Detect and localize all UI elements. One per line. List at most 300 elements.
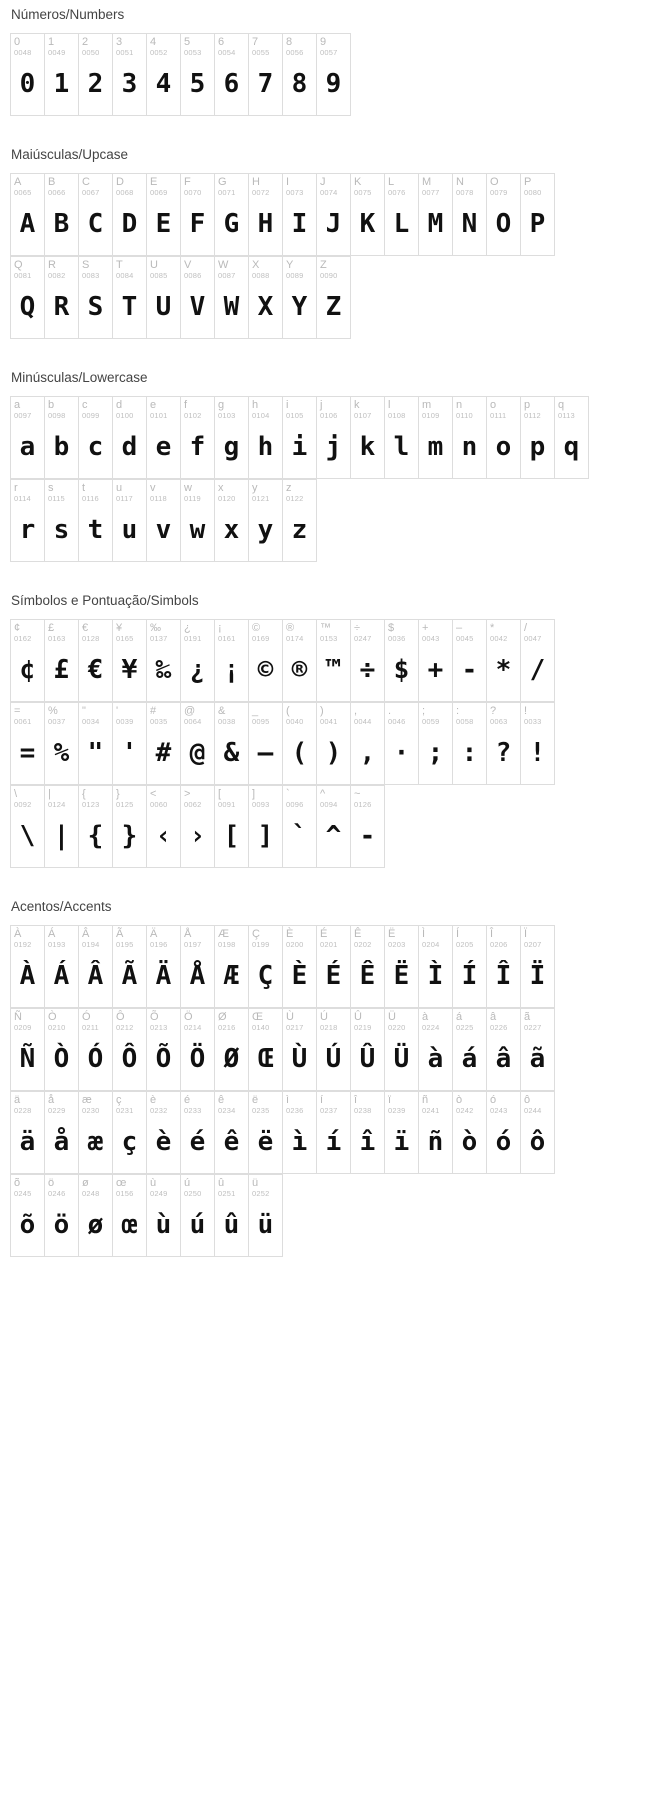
glyph-meta [351,174,384,199]
glyph-char-label: x [218,482,224,494]
glyph-cell[interactable] [249,620,283,702]
glyph-meta [45,620,78,645]
glyph-cell[interactable] [521,703,555,785]
glyph-cell[interactable] [521,620,555,702]
glyph-preview: Í [461,961,478,991]
glyph-cell[interactable] [419,1092,453,1174]
glyph-code-label: 0140 [252,1023,270,1032]
glyph-cell[interactable] [11,1092,45,1174]
glyph-code-label: 0199 [252,940,270,949]
glyph-code-label: 0243 [490,1106,508,1115]
glyph-cell[interactable] [113,1175,147,1257]
glyph-cell[interactable] [249,257,283,339]
glyph-cell[interactable] [283,786,317,868]
glyph-cell[interactable] [147,1092,181,1174]
glyph-cell[interactable] [317,703,351,785]
glyph-cell[interactable] [283,34,317,116]
glyph-preview: d [121,432,138,462]
glyph-meta [113,786,146,811]
glyph-preview: b [53,432,70,462]
glyph-cell[interactable] [215,34,249,116]
glyph-code-label: 0089 [286,271,304,280]
glyph-char-label: 2 [82,36,89,48]
glyph-cell[interactable] [113,786,147,868]
glyph-cell[interactable] [283,620,317,702]
glyph-cell[interactable] [385,926,419,1008]
glyph-preview: ! [529,738,546,768]
glyph-code-label: 0056 [286,48,304,57]
glyph-preview: › [189,821,206,851]
glyph-cell[interactable] [351,926,385,1008]
glyph-cell[interactable] [385,1092,419,1174]
glyph-cell[interactable] [351,1092,385,1174]
glyph-cell[interactable] [147,480,181,562]
glyph-meta [521,703,554,728]
glyph-cell[interactable] [351,1009,385,1091]
glyph-cell[interactable] [283,1009,317,1091]
glyph-char-label: ' [116,705,119,717]
glyph-char-label: D [116,176,124,188]
glyph-cell[interactable] [113,1009,147,1091]
glyph-cell[interactable] [419,703,453,785]
glyph-cell[interactable] [385,397,419,479]
glyph-char-label: Ï [524,928,528,940]
glyph-cell[interactable] [45,1009,79,1091]
glyph-meta [181,34,214,59]
glyph-meta [147,397,180,422]
glyph-cell[interactable] [215,703,249,785]
glyph-cell[interactable] [11,1009,45,1091]
glyph-preview: q [563,432,580,462]
glyph-cell[interactable] [11,257,45,339]
glyph-cell[interactable] [215,397,249,479]
glyph-char-label: è [150,1094,157,1106]
glyph-cell[interactable] [249,480,283,562]
glyph-cell[interactable] [45,397,79,479]
glyph-char-label: { [82,788,86,800]
glyph-cell[interactable] [45,620,79,702]
glyph-meta [249,397,282,422]
glyph-cell[interactable] [11,1175,45,1257]
glyph-cell[interactable] [11,480,45,562]
glyph-code-label: 0095 [252,717,270,726]
glyph-char-label: $ [388,622,395,634]
glyph-code-label: 0113 [558,411,575,420]
glyph-cell[interactable] [249,34,283,116]
glyph-char-label: z [286,482,292,494]
section-lowercase [0,339,661,562]
glyph-cell[interactable] [113,174,147,256]
glyph-cell[interactable] [317,1009,351,1091]
glyph-cell[interactable] [113,397,147,479]
glyph-cell[interactable] [419,1009,453,1091]
glyph-char-label: Ã [116,928,124,940]
glyph-cell[interactable] [79,1009,113,1091]
glyph-preview: [ [223,821,240,851]
glyph-meta [487,397,520,422]
glyph-code-label: 0249 [150,1189,168,1198]
glyph-code-label: 0244 [524,1106,542,1115]
glyph-cell[interactable] [317,174,351,256]
glyph-meta [249,926,282,951]
glyph-cell[interactable] [79,1092,113,1174]
glyph-code-label: 0050 [82,48,100,57]
glyph-cell[interactable] [283,1092,317,1174]
glyph-char-label: ™ [320,622,331,634]
glyph-meta [521,1009,554,1034]
glyph-grid-upcase-row-1 [10,256,351,339]
glyph-cell[interactable] [113,620,147,702]
glyph-cell[interactable] [181,1175,215,1257]
glyph-code-label: 0081 [14,271,32,280]
glyph-meta [79,397,112,422]
glyph-preview: 9 [325,69,342,99]
glyph-meta [113,397,146,422]
glyph-char-label: 7 [252,36,259,48]
glyph-cell[interactable] [45,1092,79,1174]
glyph-cell[interactable] [453,174,487,256]
glyph-cell[interactable] [487,397,521,479]
glyph-char-label: h [252,399,259,411]
glyph-cell[interactable] [113,703,147,785]
glyph-cell[interactable] [11,34,45,116]
glyph-cell[interactable] [249,703,283,785]
glyph-cell[interactable] [147,1009,181,1091]
glyph-cell[interactable] [487,926,521,1008]
glyph-cell[interactable] [487,1092,521,1174]
glyph-cell[interactable] [147,1175,181,1257]
glyph-cell[interactable] [181,480,215,562]
glyph-meta [113,620,146,645]
glyph-code-label: 0214 [184,1023,202,1032]
glyph-cell[interactable] [11,620,45,702]
glyph-cell[interactable] [317,620,351,702]
glyph-cell[interactable] [113,480,147,562]
glyph-cell[interactable] [181,397,215,479]
glyph-cell[interactable] [317,926,351,1008]
glyph-cell[interactable] [317,397,351,479]
glyph-cell[interactable] [385,703,419,785]
glyph-cell[interactable] [147,257,181,339]
glyph-meta [419,620,452,645]
glyph-preview: ú [189,1210,206,1240]
glyph-cell[interactable] [385,174,419,256]
glyph-cell[interactable] [351,703,385,785]
glyph-cell[interactable] [419,174,453,256]
glyph-cell[interactable] [215,257,249,339]
glyph-cell[interactable] [419,397,453,479]
glyph-char-label: , [354,705,358,717]
glyph-cell[interactable] [487,1009,521,1091]
glyph-cell[interactable] [79,174,113,256]
glyph-preview: s [53,515,70,545]
glyph-cell[interactable] [453,620,487,702]
glyph-meta [11,174,44,199]
glyph-code-label: 0071 [218,188,236,197]
glyph-preview: x [223,515,240,545]
glyph-cell[interactable] [453,703,487,785]
glyph-cell[interactable] [45,926,79,1008]
glyph-meta [487,1009,520,1034]
glyph-code-label: 0101 [150,411,168,420]
glyph-meta [147,703,180,728]
glyph-char-label: ‰ [150,622,161,634]
glyph-cell[interactable] [453,397,487,479]
glyph-char-label: l [388,399,391,411]
glyph-meta [317,174,350,199]
glyph-cell[interactable] [249,174,283,256]
glyph-cell[interactable] [11,703,45,785]
glyph-cell[interactable] [79,1175,113,1257]
glyph-cell[interactable] [79,926,113,1008]
glyph-preview: ™ [325,655,342,685]
glyph-code-label: 0099 [82,411,100,420]
glyph-preview: L [393,209,410,239]
glyph-preview: U [155,292,172,322]
glyph-char-label: J [320,176,326,188]
glyph-cell[interactable] [249,1009,283,1091]
glyph-cell[interactable] [11,786,45,868]
glyph-cell[interactable] [283,480,317,562]
glyph-code-label: 0217 [286,1023,304,1032]
glyph-code-label: 0100 [116,411,134,420]
glyph-cell[interactable] [147,174,181,256]
glyph-cell[interactable] [215,786,249,868]
glyph-row-wrap [0,479,661,562]
glyph-cell[interactable] [147,703,181,785]
glyph-preview: ÷ [359,655,376,685]
glyph-meta [249,174,282,199]
glyph-char-label: M [422,176,432,188]
glyph-char-label: Å [184,928,192,940]
glyph-char-label: 8 [286,36,293,48]
glyph-cell[interactable] [147,786,181,868]
glyph-code-label: 0037 [48,717,66,726]
glyph-cell[interactable] [487,703,521,785]
glyph-cell[interactable] [487,174,521,256]
glyph-code-label: 0115 [48,494,65,503]
glyph-cell[interactable] [283,926,317,1008]
glyph-meta [385,1009,418,1034]
glyph-preview: 2 [87,69,104,99]
glyph-cell[interactable] [249,1175,283,1257]
glyph-cell[interactable] [283,397,317,479]
glyph-cell[interactable] [181,620,215,702]
glyph-cell[interactable] [79,257,113,339]
glyph-code-label: 0077 [422,188,440,197]
glyph-preview: ë [257,1127,274,1157]
glyph-preview: · [393,738,410,768]
glyph-preview: 8 [291,69,308,99]
glyph-preview: Ê [359,961,376,991]
glyph-code-label: 0063 [490,717,508,726]
glyph-cell[interactable] [555,397,589,479]
glyph-cell[interactable] [521,1092,555,1174]
glyph-cell[interactable] [11,174,45,256]
glyph-code-label: 0238 [354,1106,372,1115]
glyph-cell[interactable] [249,926,283,1008]
glyph-meta [113,1175,146,1200]
glyph-char-label: Ö [184,1011,193,1023]
glyph-cell[interactable] [113,257,147,339]
glyph-cell[interactable] [45,257,79,339]
glyph-preview: À [19,961,36,991]
glyph-cell[interactable] [45,703,79,785]
glyph-preview: X [257,292,274,322]
glyph-cell[interactable] [181,786,215,868]
glyph-cell[interactable] [79,480,113,562]
glyph-char-label: ¿ [184,622,191,634]
glyph-preview: ® [291,655,308,685]
glyph-cell[interactable] [351,397,385,479]
glyph-preview: w [189,515,206,545]
glyph-code-label: 0162 [14,634,32,643]
glyph-cell[interactable] [215,1009,249,1091]
glyph-cell[interactable] [147,34,181,116]
glyph-cell[interactable] [147,397,181,479]
glyph-meta [419,174,452,199]
glyph-meta [181,1175,214,1200]
glyph-cell[interactable] [317,34,351,116]
glyph-cell[interactable] [453,1009,487,1091]
glyph-cell[interactable] [45,34,79,116]
glyph-code-label: 0126 [354,800,372,809]
glyph-cell[interactable] [249,397,283,479]
glyph-cell[interactable] [215,1092,249,1174]
glyph-meta [215,926,248,951]
glyph-cell[interactable] [215,926,249,1008]
glyph-cell[interactable] [419,620,453,702]
glyph-meta [419,703,452,728]
glyph-cell[interactable] [215,480,249,562]
glyph-preview: m [427,432,444,462]
glyph-cell[interactable] [45,480,79,562]
glyph-cell[interactable] [283,257,317,339]
glyph-cell[interactable] [215,174,249,256]
glyph-cell[interactable] [79,703,113,785]
glyph-cell[interactable] [45,1175,79,1257]
glyph-meta [113,1009,146,1034]
glyph-cell[interactable] [351,620,385,702]
glyph-cell[interactable] [351,174,385,256]
glyph-meta [419,1009,452,1034]
glyph-char-label: ø [82,1177,89,1189]
glyph-row-wrap [0,1091,661,1174]
glyph-cell[interactable] [113,1092,147,1174]
glyph-cell[interactable] [113,34,147,116]
glyph-meta [419,1092,452,1117]
glyph-char-label: ê [218,1094,225,1106]
glyph-cell[interactable] [215,620,249,702]
glyph-meta [181,397,214,422]
glyph-cell[interactable] [215,1175,249,1257]
glyph-code-label: 0220 [388,1023,406,1032]
glyph-preview: î [359,1127,376,1157]
glyph-cell[interactable] [351,786,385,868]
glyph-cell[interactable] [181,34,215,116]
glyph-cell[interactable] [453,1092,487,1174]
glyph-char-label: b [48,399,55,411]
glyph-cell[interactable] [45,174,79,256]
glyph-code-label: 0061 [14,717,32,726]
glyph-preview: * [495,655,512,685]
glyph-cell[interactable] [113,926,147,1008]
glyph-cell[interactable] [385,1009,419,1091]
glyph-cell[interactable] [419,926,453,1008]
glyph-meta [487,703,520,728]
glyph-code-label: 0192 [14,940,32,949]
glyph-code-label: 0216 [218,1023,236,1032]
glyph-cell[interactable] [79,397,113,479]
glyph-preview: í [325,1127,342,1157]
glyph-preview: + [427,655,444,685]
glyph-cell[interactable] [521,397,555,479]
glyph-cell[interactable] [79,620,113,702]
glyph-grid-symbols-row-2 [10,785,385,868]
glyph-cell[interactable] [453,926,487,1008]
glyph-preview: ã [529,1044,546,1074]
glyph-cell[interactable] [317,257,351,339]
glyph-char-label: < [150,788,157,800]
glyph-row-wrap [0,1008,661,1091]
glyph-code-label: 0073 [286,188,304,197]
glyph-preview: Æ [223,961,240,991]
glyph-meta [521,926,554,951]
glyph-code-label: 0201 [320,940,338,949]
glyph-cell[interactable] [283,703,317,785]
glyph-cell[interactable] [45,786,79,868]
glyph-cell[interactable] [147,620,181,702]
glyph-char-label: @ [184,705,196,717]
glyph-meta [317,703,350,728]
glyph-preview: ï [393,1127,410,1157]
glyph-cell[interactable] [181,1092,215,1174]
glyph-cell[interactable] [147,926,181,1008]
glyph-char-label: ) [320,705,324,717]
glyph-cell[interactable] [181,174,215,256]
glyph-code-label: 0040 [286,717,304,726]
glyph-cell[interactable] [317,1092,351,1174]
glyph-cell[interactable] [181,926,215,1008]
glyph-cell[interactable] [181,703,215,785]
glyph-cell[interactable] [317,786,351,868]
section-title-symbols: Símbolos e Pontuação/Simbols [11,593,199,608]
glyph-preview: Œ [257,1044,274,1074]
glyph-cell[interactable] [487,620,521,702]
glyph-cell[interactable] [79,34,113,116]
glyph-cell[interactable] [11,926,45,1008]
glyph-cell[interactable] [283,174,317,256]
glyph-char-label: y [252,482,258,494]
glyph-preview: " [87,738,104,768]
glyph-cell[interactable] [249,786,283,868]
section-title-lowercase: Minúsculas/Lowercase [11,370,148,385]
glyph-cell[interactable] [79,786,113,868]
glyph-char-label: î [354,1094,358,1106]
glyph-preview: k [359,432,376,462]
glyph-cell[interactable] [521,926,555,1008]
glyph-cell[interactable] [521,1009,555,1091]
glyph-cell[interactable] [249,1092,283,1174]
glyph-cell[interactable] [385,620,419,702]
glyph-cell[interactable] [521,174,555,256]
glyph-code-label: 0241 [422,1106,440,1115]
glyph-cell[interactable] [181,257,215,339]
glyph-code-label: 0234 [218,1106,236,1115]
glyph-row-wrap [0,173,661,256]
glyph-cell[interactable] [11,397,45,479]
glyph-cell[interactable] [181,1009,215,1091]
